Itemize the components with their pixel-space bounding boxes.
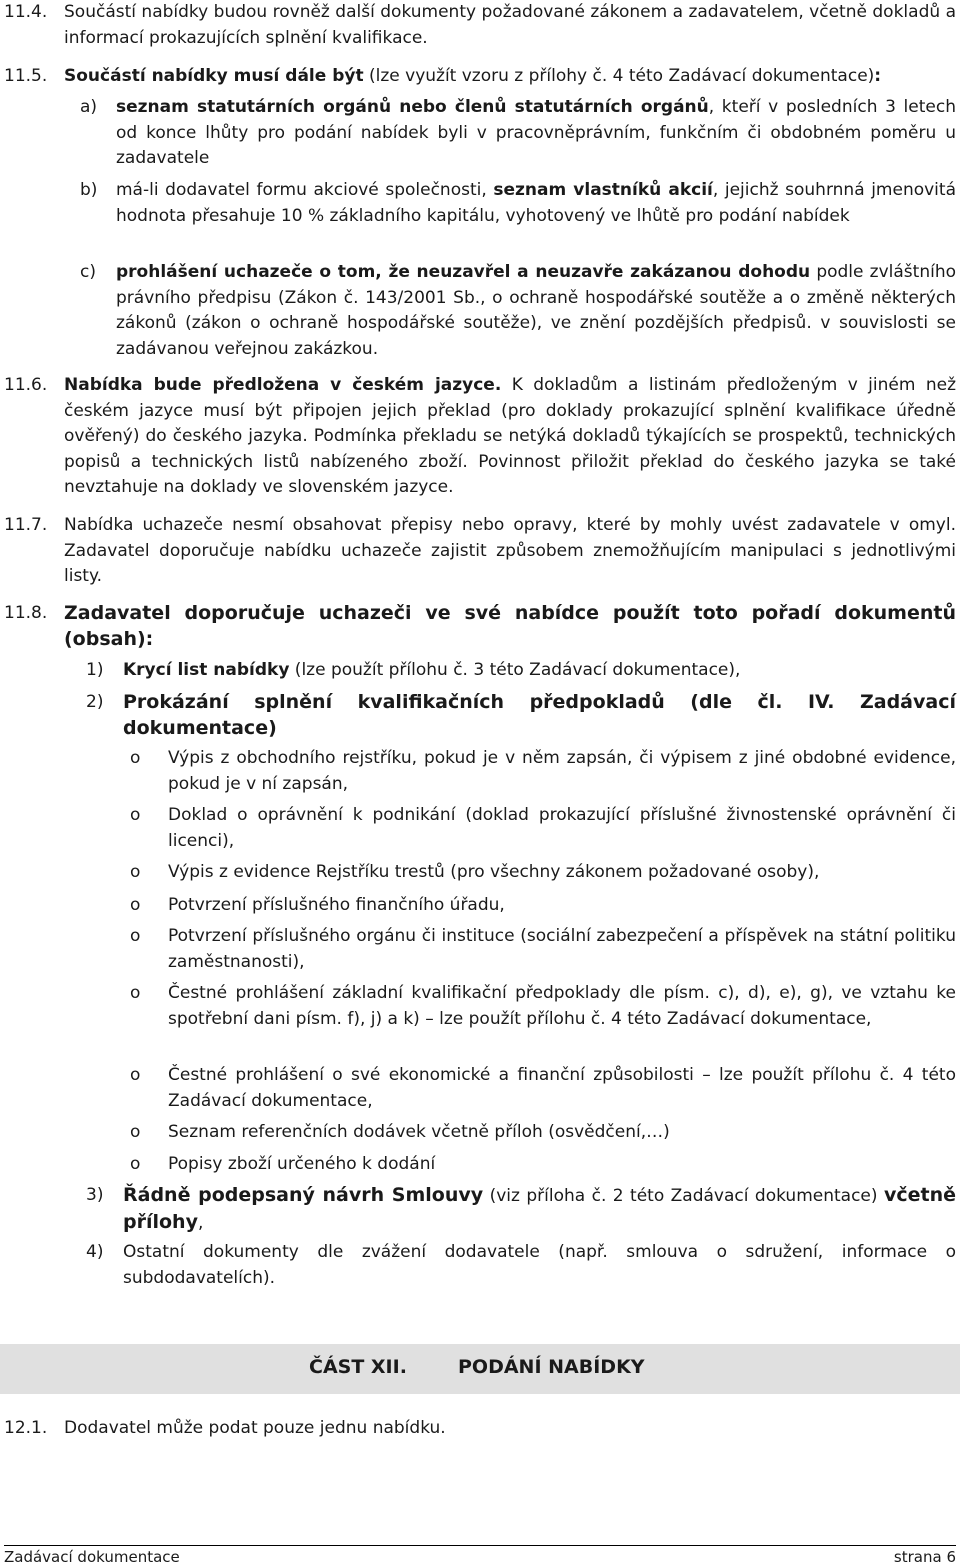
section-text: Součástí nabídky budou rovněž další dokumenty požadované zákonem a zadavatelem, včetně dokladů a informací prokazujících splnění kvalifikace. — [64, 2, 956, 48]
bullet-marker: o — [130, 748, 141, 768]
section-text: Zadavatel doporučuje uchazeči ve své nabídce použít toto pořadí dokumentů (obsah): — [64, 602, 956, 650]
section-text: Nabídka uchazeče nesmí obsahovat přepisy nebo opravy, které by mohly uvést zadavatele v omyl. Zadavatel doporučuje nabídku uchazeče zajistit způsobem znemožňujícím manipulaci s jednotlivými listy. — [64, 515, 956, 586]
bullet-marker: o — [130, 895, 141, 915]
bullet-marker: o — [130, 983, 141, 1003]
bullet-marker: o — [130, 1154, 141, 1174]
part-title: PODÁNÍ NABÍDKY — [458, 1356, 645, 1378]
part-heading — [0, 1342, 960, 1396]
section-number: 11.8. — [4, 603, 48, 623]
bullet-marker: o — [130, 1065, 141, 1085]
bullet-marker: o — [130, 862, 141, 882]
section-number: 11.6. — [4, 375, 48, 395]
section-text: Součástí nabídky musí dále být (lze využít vzoru z přílohy č. 4 této Zadávací dokumentace): — [64, 66, 882, 86]
section-number: 11.4. — [4, 2, 48, 22]
footer-document-name: Zadávací dokumentace — [4, 1548, 180, 1566]
section-number: 12.1. — [4, 1418, 48, 1438]
footer-divider — [4, 1545, 956, 1546]
footer-page-number: strana 6 — [893, 1548, 956, 1566]
section-text: Dodavatel může podat pouze jednu nabídku. — [64, 1418, 446, 1438]
section-number: 11.7. — [4, 515, 48, 535]
part-number: ČÁST XII. — [309, 1356, 407, 1378]
section-text: Nabídka bude předložena v českém jazyce. K dokladům a listinám předloženým v jiném než českém jazyce musí být připojen jejich překlad (pro doklady prokazující splnění kvalifikace úředně ověřený) do českého jazyka. Podmínka překladu se netýká dokladů týkajících se prospektů, technických popisů a technických listů nabízeného zboží. Povinnost přiložit překlad do českého jazyka se také nevztahuje na doklady ve slovenském jazyce. — [64, 375, 956, 497]
section-number: 11.5. — [4, 66, 48, 86]
bullet-marker: o — [130, 926, 141, 946]
bullet-marker: o — [130, 805, 141, 825]
bullet-marker: o — [130, 1122, 141, 1142]
